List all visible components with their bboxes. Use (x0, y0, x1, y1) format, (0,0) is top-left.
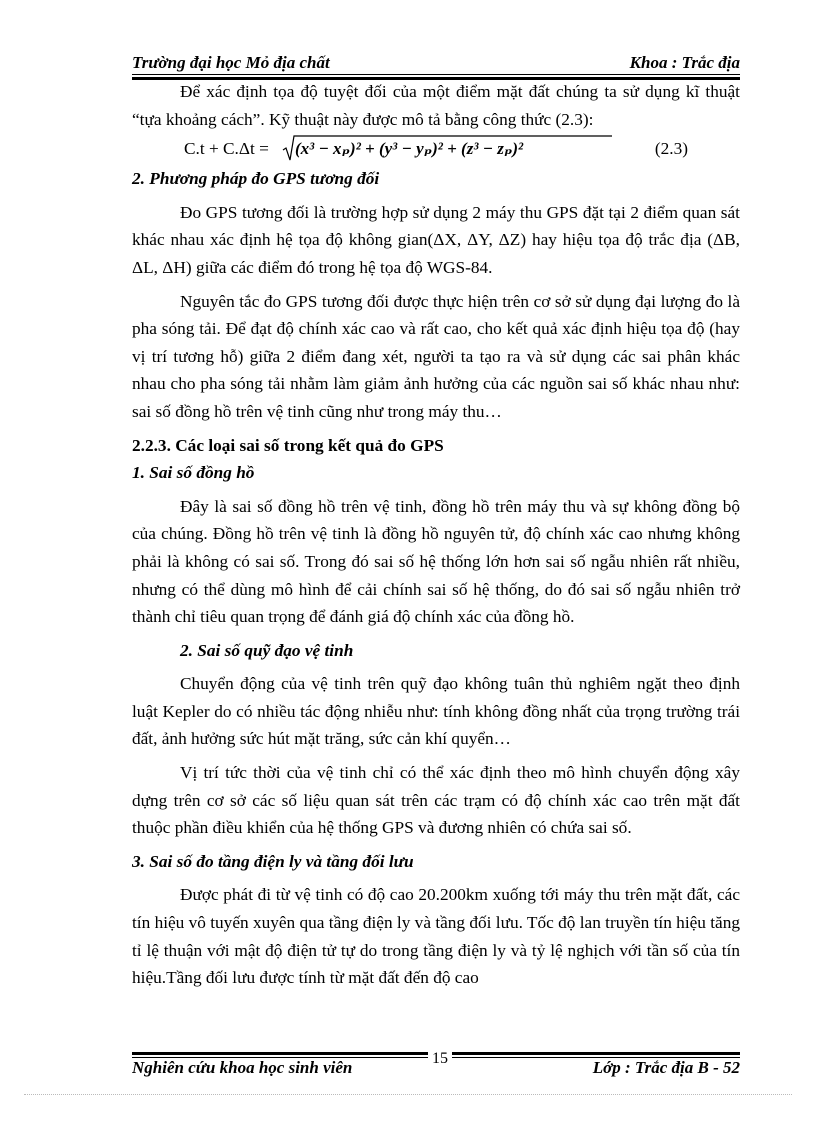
heading-orbit-error: 2. Sai số quỹ đạo vệ tinh (180, 640, 354, 660)
header-rule-thin (132, 74, 740, 75)
heading-relative-gps: 2. Phương pháp đo GPS tương đối (132, 169, 380, 189)
footer-class: Lớp : Trắc địa B - 52 (592, 1058, 740, 1077)
page-header (132, 53, 740, 73)
header-university: Trường đại học Mỏ địa chất (132, 53, 330, 72)
heading-clock-error: 1. Sai số đồng hồ (132, 463, 255, 483)
page-bottom-edge (24, 1094, 792, 1095)
footer-research: Nghiên cứu khoa học sinh viên (132, 1058, 353, 1077)
header-faculty: Khoa : Trắc địa (629, 53, 740, 72)
paragraph-orbit-position: Vị trí tức thời của vệ tinh chỉ có thể xác định theo mô hình chuyển động xây dựng trên cơ sở các số liệu quan sát trên các trạm có độ chính xác cao trên mặt đất thuộc phần điều khiển của hệ thống GPS và đương nhiên có chứa sai số. (132, 763, 740, 838)
paragraph-orbit-error: Chuyển động của vệ tinh trên quỹ đạo không tuân thủ nghiêm ngặt theo định luật Kepler do có nhiều tác động nhiễu như: tính không đồng nhất của trọng trường trái đất, ảnh hưởng sức hút mặt trăng, sức cản khí quyển… (132, 674, 740, 749)
paragraph-ionosphere-error: Được phát đi từ vệ tinh có độ cao 20.200km xuống tới máy thu trên mặt đất, các tín hiệu vô tuyến xuyên qua tầng điện ly và tầng đối lưu. Tốc độ lan truyền tín hiệu tăng tỉ lệ thuận với mật độ điện tử tự do trong tầng điện ly và tỷ lệ nghịch với tần số của tín hiệu.Tầng đối lưu được tính từ mặt đất đến độ cao (132, 885, 741, 988)
heading-section-2-2-3: 2.2.3. Các loại sai số trong kết quả đo GPS (132, 435, 444, 455)
paragraph-intro: Để xác định tọa độ tuyệt đối của một điểm mặt đất chúng ta sử dụng kĩ thuật “tựa khoảng cách”. Kỹ thuật này được mô tả bằng công thức (2.3): (132, 82, 740, 129)
formula-2-3 (132, 133, 740, 165)
paragraph-clock-error: Đây là sai số đồng hồ trên vệ tinh, đồng hồ trên máy thu và sự không đồng bộ của chúng. Đồng hồ trên vệ tinh là đồng hồ nguyên tử, độ chính xác cao nhưng không phải là không có sai số. Trong đó sai số hệ thống lớn hơn sai số ngẫu nhiên rất nhiều, nhưng có thể dùng mô hình để cải chính sai số hệ thống, do đó sai số ngẫu nhiên trở thành chỉ tiêu quan trọng để đánh giá độ chính xác của đồng hồ. (132, 496, 740, 627)
page-body (132, 78, 740, 992)
paragraph-relative-principle: Nguyên tắc đo GPS tương đối được thực hiện trên cơ sở sử dụng đại lượng đo là pha sóng tải. Để đạt độ chính xác cao và rất cao, cho kết quả xác định hiệu tọa độ (hay vị trí tương hỗ) giữa 2 điểm đang xét, người ta tạo ra và sử dụng các sai phân khác nhau cho pha sóng tải nhằm làm giảm ảnh hưởng của các nguồn sai số khác nhau như: sai số đồng hồ trên vệ tinh cũng như trong máy thu… (132, 291, 740, 421)
paragraph-relative-gps: Đo GPS tương đối là trường hợp sử dụng 2 máy thu GPS đặt tại 2 điểm quan sát khác nhau xác định hệ tọa độ không gian(ΔX, ΔY, ΔZ) hay hiệu tọa độ trắc địa (ΔB, ΔL, ΔH) giữa các điểm đó trong hệ tọa độ WGS-84. (132, 202, 740, 277)
page-number: 15 (428, 1050, 452, 1068)
heading-ionosphere-error: 3. Sai số đo tầng điện ly và tầng đối lưu (132, 851, 414, 871)
formula-radicand: (x³ − xₚ)² + (y³ − yₚ)² + (z³ − zₚ)² (295, 139, 524, 159)
formula-lhs: C.t + C.Δt = (184, 139, 269, 159)
formula-number: (2.3) (654, 139, 688, 159)
